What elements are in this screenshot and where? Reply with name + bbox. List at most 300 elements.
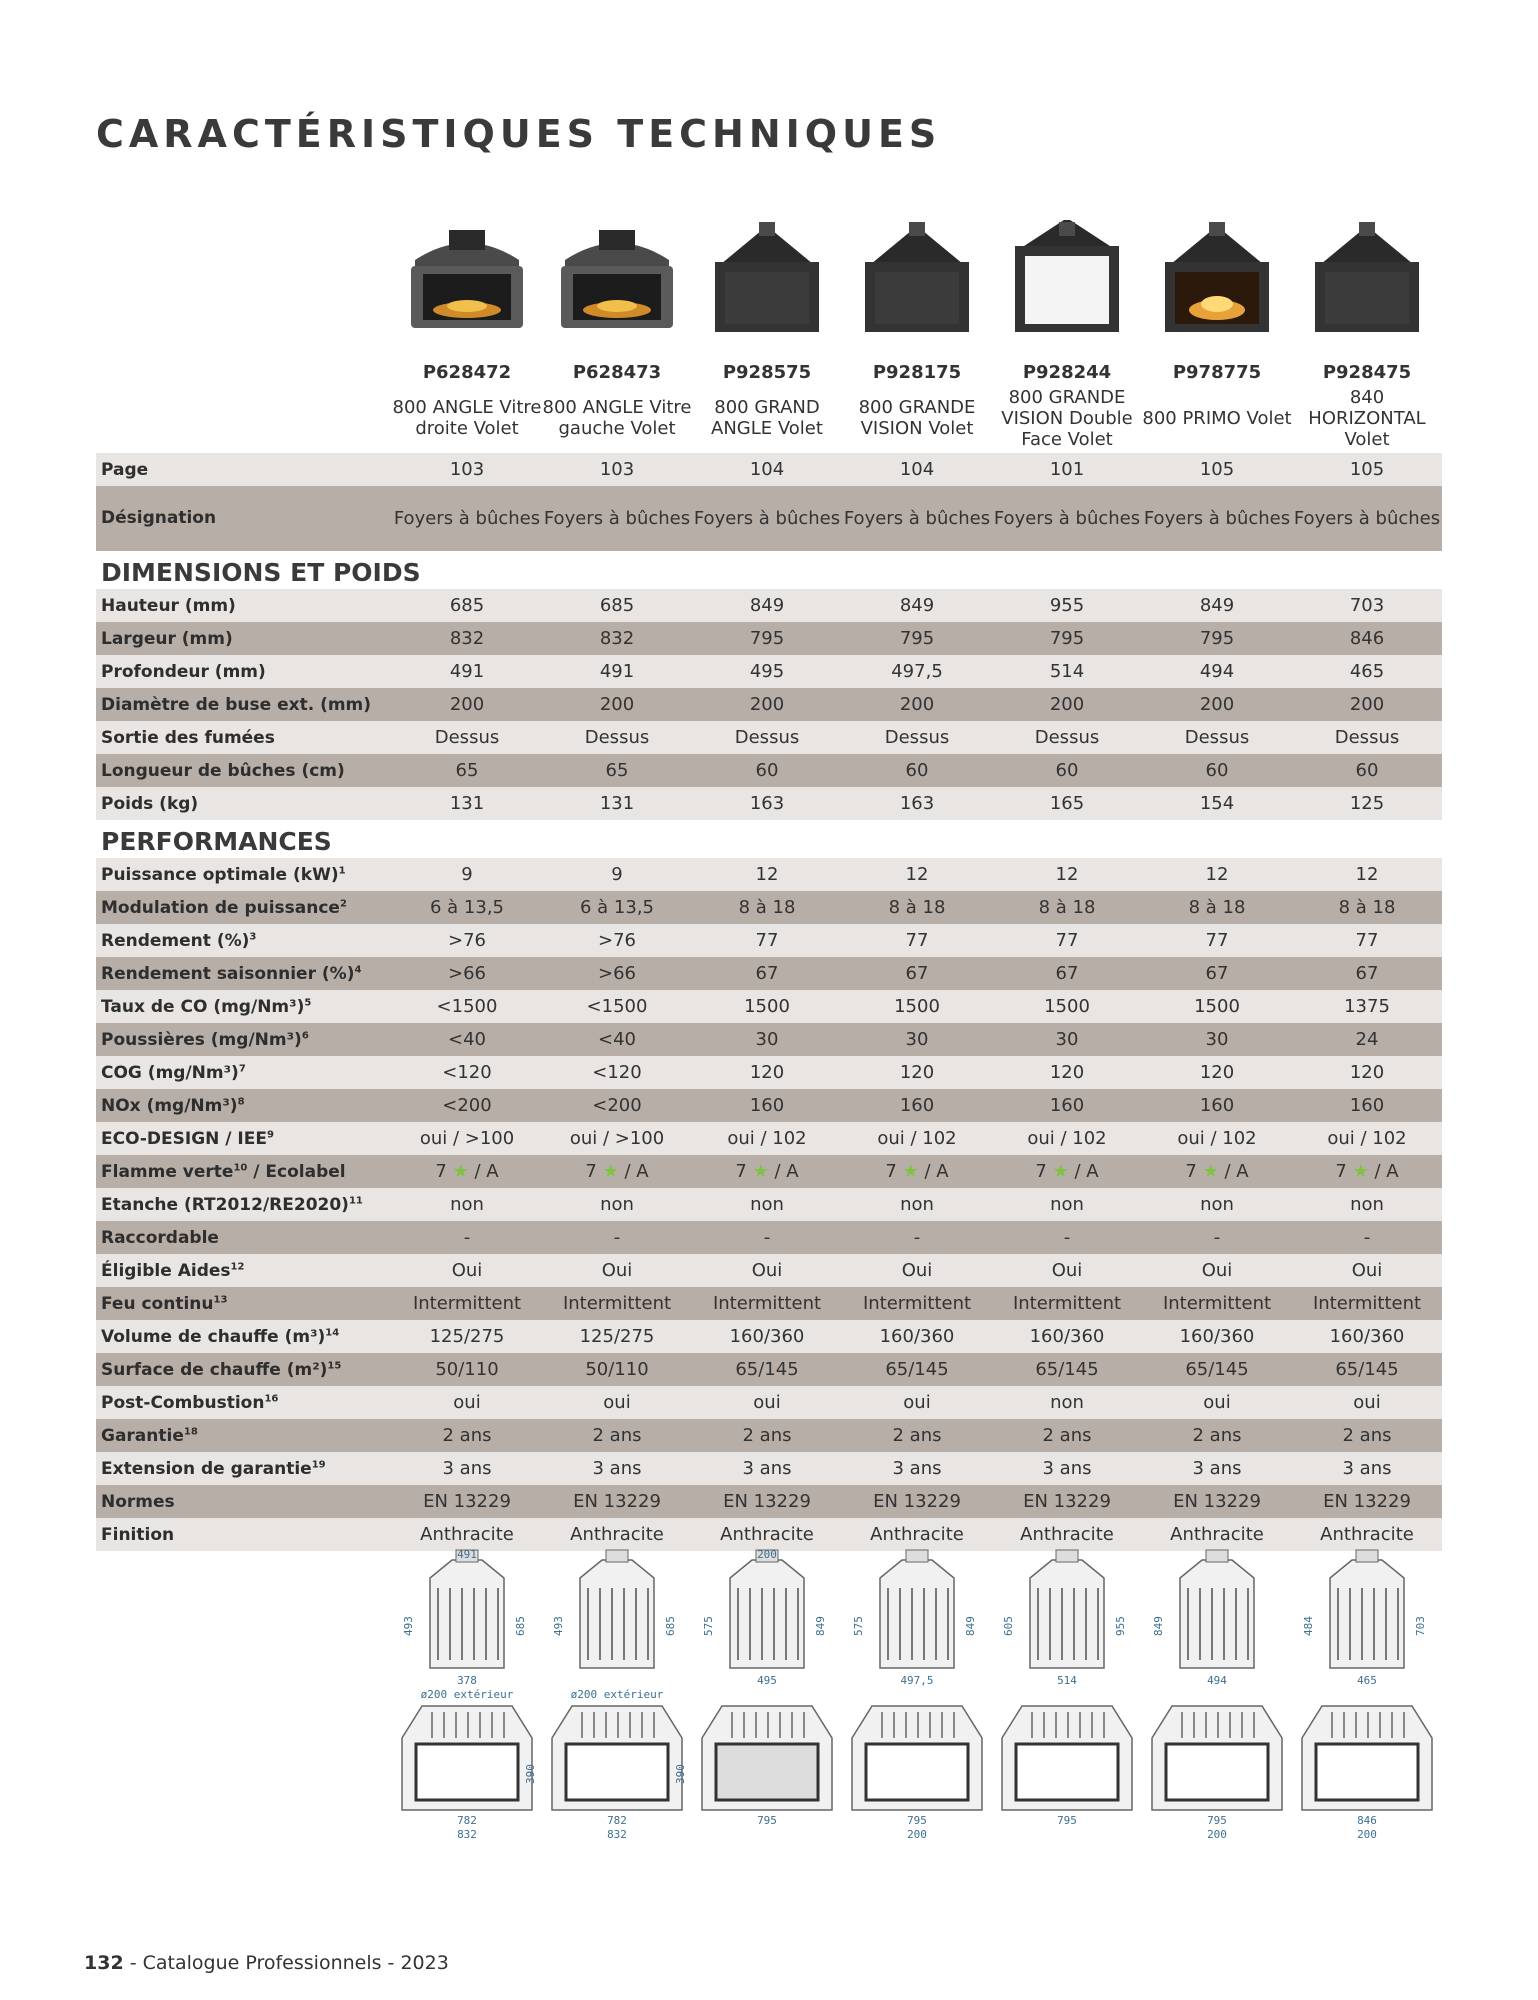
footnote-ref: 1 [338, 864, 346, 876]
spec-label [96, 622, 392, 655]
flamme-verte-star-icon: ★ [1202, 1161, 1219, 1182]
spec-label [96, 1254, 392, 1287]
spec-value: non [992, 1386, 1142, 1419]
spec-label-text: Surface de chauffe (m²) [101, 1359, 328, 1380]
spec-value: 67 [992, 957, 1142, 990]
spec-value: - [992, 1221, 1142, 1254]
diagram-P928175 [842, 1548, 992, 1843]
spec-value: 163 [842, 787, 992, 820]
spec-label [96, 1122, 392, 1155]
spec-label-text: Poussières (mg/Nm³) [101, 1029, 302, 1050]
spec-value: 1375 [1292, 990, 1442, 1023]
spec-value: 60 [1292, 754, 1442, 787]
empty-cell [96, 349, 392, 383]
spec-value: 832 [392, 622, 542, 655]
diagram-width2-label: 200 [1357, 1828, 1377, 1841]
spec-value: Dessus [1292, 721, 1442, 754]
spec-value: 12 [692, 858, 842, 891]
spec-value: 2 ans [542, 1419, 692, 1452]
model-code: P628472 [422, 362, 512, 383]
spec-value: Oui [992, 1254, 1142, 1287]
spec-value: 60 [1142, 754, 1292, 787]
spec-label-text: Raccordable [101, 1227, 219, 1248]
spec-value: <200 [542, 1089, 692, 1122]
spec-label [96, 1452, 392, 1485]
spec-value: oui / 102 [842, 1122, 992, 1155]
spec-value: 9 [392, 858, 542, 891]
spec-value: 60 [842, 754, 992, 787]
diagram-side-label: 575 [852, 1616, 865, 1636]
diagram-depth-label: 497,5 [900, 1674, 934, 1687]
spec-row [96, 1089, 1442, 1122]
spec-label [96, 1023, 392, 1056]
spec-value: 7 ★ / A [542, 1155, 692, 1188]
spec-value: 65/145 [692, 1353, 842, 1386]
section-performances [96, 820, 1442, 858]
spec-value: Foyers à bûches [842, 486, 992, 551]
spec-value: non [392, 1188, 542, 1221]
fireplace-angle-right-image [392, 198, 542, 349]
flamme-verte-star-icon: ★ [752, 1161, 769, 1182]
page-number: 132 [84, 1952, 124, 1974]
spec-value: 160 [992, 1089, 1142, 1122]
flamme-verte-star-icon: ★ [1352, 1161, 1369, 1182]
spec-value: Dessus [692, 721, 842, 754]
spec-value: Intermittent [692, 1287, 842, 1320]
spec-label-text: Désignation [101, 508, 217, 528]
footnote-ref: 5 [304, 996, 312, 1008]
spec-row [96, 754, 1442, 787]
spec-value: 3 ans [692, 1452, 842, 1485]
model-name: 800 GRAND ANGLE Volet [711, 397, 823, 439]
diagram-width2-label: 832 [607, 1828, 627, 1841]
spec-label-text: Garantie [101, 1425, 184, 1446]
spec-value: Anthracite [392, 1518, 542, 1551]
footnote-ref: 19 [311, 1458, 326, 1470]
flamme-verte-star-icon: ★ [1052, 1161, 1069, 1182]
spec-row [96, 1353, 1442, 1386]
spec-value: 12 [1142, 858, 1292, 891]
spec-value: Anthracite [842, 1518, 992, 1551]
spec-value: 165 [992, 787, 1142, 820]
spec-row [96, 858, 1442, 891]
spec-value: oui / 102 [692, 1122, 842, 1155]
diagram-side-label: 575 [702, 1616, 715, 1636]
spec-value: 200 [692, 688, 842, 721]
spec-value: - [542, 1221, 692, 1254]
spec-value: EN 13229 [842, 1485, 992, 1518]
spec-value: oui [692, 1386, 842, 1419]
spec-value: - [392, 1221, 542, 1254]
spec-label [96, 1485, 392, 1518]
spec-row [96, 1518, 1442, 1551]
spec-value: 491 [392, 655, 542, 688]
spec-label [96, 1419, 392, 1452]
spec-value: 795 [992, 622, 1142, 655]
spec-value: 2 ans [392, 1419, 542, 1452]
spec-row [96, 589, 1442, 622]
spec-value: 491 [542, 655, 692, 688]
diagram-top-label: 491 [457, 1548, 477, 1561]
diagram-depth-label: 378 [457, 1674, 477, 1687]
spec-value: 2 ans [1292, 1419, 1442, 1452]
spec-value: 494 [1142, 655, 1292, 688]
model-code: P928175 [872, 362, 962, 383]
diagram-width2-label: 200 [1207, 1828, 1227, 1841]
spec-label-text: Post-Combustion [101, 1392, 265, 1413]
spec-value: oui / >100 [392, 1122, 542, 1155]
spec-row [96, 1221, 1442, 1254]
spec-value: 3 ans [1142, 1452, 1292, 1485]
spec-label-text: Hauteur (mm) [101, 595, 236, 616]
spec-value: 200 [842, 688, 992, 721]
spec-value: Dessus [1142, 721, 1292, 754]
model-name: 800 ANGLE Vitre gauche Volet [542, 397, 692, 439]
spec-value: Dessus [542, 721, 692, 754]
diagram-height-label: 685 [514, 1616, 527, 1636]
spec-value: oui [392, 1386, 542, 1419]
spec-value: oui [1292, 1386, 1442, 1419]
spec-value: 163 [692, 787, 842, 820]
spec-label-text: Poids (kg) [101, 793, 199, 814]
spec-label [96, 891, 392, 924]
spec-value: 30 [692, 1023, 842, 1056]
image-row [96, 198, 1442, 349]
footnote-ref: 2 [339, 897, 347, 909]
fireplace-angle-left-image [542, 198, 692, 349]
spec-value: 120 [992, 1056, 1142, 1089]
spec-value: Oui [1292, 1254, 1442, 1287]
spec-value: 125/275 [542, 1320, 692, 1353]
empty-cell [96, 198, 392, 349]
spec-value: 2 ans [1142, 1419, 1292, 1452]
spec-row [96, 453, 1442, 486]
spec-label-text: Rendement (%) [101, 930, 250, 951]
spec-value: 12 [842, 858, 992, 891]
spec-value: 125/275 [392, 1320, 542, 1353]
spec-value: Intermittent [842, 1287, 992, 1320]
spec-value: 3 ans [542, 1452, 692, 1485]
dimension-diagrams [392, 1548, 1442, 1843]
model-name-row [96, 383, 1442, 453]
spec-value: 12 [992, 858, 1142, 891]
spec-value: 77 [1292, 924, 1442, 957]
footnote-ref: 12 [230, 1260, 245, 1272]
spec-value: 160 [692, 1089, 842, 1122]
spec-value: 200 [392, 688, 542, 721]
spec-value: 685 [542, 589, 692, 622]
footnote-ref: 13 [213, 1293, 228, 1305]
spec-row [96, 486, 1442, 551]
spec-label [96, 1320, 392, 1353]
spec-value: 160/360 [1292, 1320, 1442, 1353]
model-name: 800 PRIMO Volet [1142, 407, 1292, 429]
spec-label [96, 589, 392, 622]
spec-value: EN 13229 [992, 1485, 1142, 1518]
spec-value: Foyers à bûches [542, 486, 692, 551]
spec-value: <1500 [542, 990, 692, 1023]
page-footer [84, 1952, 449, 1974]
spec-value: Intermittent [1292, 1287, 1442, 1320]
spec-value: EN 13229 [542, 1485, 692, 1518]
spec-label [96, 1155, 392, 1188]
spec-value: 6 à 13,5 [542, 891, 692, 924]
spec-value: 8 à 18 [842, 891, 992, 924]
spec-value: >66 [392, 957, 542, 990]
spec-value: 67 [1292, 957, 1442, 990]
diagram-height-label: 703 [1414, 1616, 1427, 1636]
spec-value: 160/360 [992, 1320, 1142, 1353]
footer-separator: - [123, 1952, 143, 1974]
spec-value: 67 [692, 957, 842, 990]
spec-label-text: Largeur (mm) [101, 628, 233, 649]
spec-value: 2 ans [992, 1419, 1142, 1452]
model-code: P978775 [1172, 362, 1262, 383]
diagram-P628473 [542, 1548, 692, 1843]
spec-row [96, 721, 1442, 754]
spec-value: 200 [1142, 688, 1292, 721]
fireplace-primo-image [1142, 198, 1292, 349]
spec-value: - [1142, 1221, 1292, 1254]
spec-value: 7 ★ / A [992, 1155, 1142, 1188]
spec-value: 7 ★ / A [1142, 1155, 1292, 1188]
fireplace-horizontal-image [1292, 198, 1442, 349]
spec-value: 200 [1292, 688, 1442, 721]
spec-value: 77 [692, 924, 842, 957]
spec-row [96, 1254, 1442, 1287]
spec-value: Oui [542, 1254, 692, 1287]
diagram-side3-label: 390 [524, 1764, 537, 1784]
spec-value: 2 ans [692, 1419, 842, 1452]
diagram-P628472 [392, 1548, 542, 1843]
fireplace-grande-vision-image [842, 198, 992, 349]
spec-value: 67 [842, 957, 992, 990]
spec-value: 125 [1292, 787, 1442, 820]
spec-value: 8 à 18 [992, 891, 1142, 924]
spec-value: 955 [992, 589, 1142, 622]
spec-label [96, 754, 392, 787]
spec-value: Oui [692, 1254, 842, 1287]
section-title: PERFORMANCES [96, 820, 1442, 858]
diagram-width-label: 782 [607, 1814, 627, 1827]
spec-value: 24 [1292, 1023, 1442, 1056]
spec-row [96, 787, 1442, 820]
spec-value: oui / >100 [542, 1122, 692, 1155]
spec-value: 160/360 [1142, 1320, 1292, 1353]
spec-value: 160 [1292, 1089, 1442, 1122]
spec-label [96, 655, 392, 688]
spec-value: 30 [992, 1023, 1142, 1056]
flamme-verte-star-icon: ★ [452, 1161, 469, 1182]
diagram-P978775 [1142, 1548, 1292, 1843]
diagram-depth-label: 514 [1057, 1674, 1077, 1687]
spec-label-text: ECO-DESIGN / IEE [101, 1128, 267, 1149]
spec-label-text: Volume de chauffe (m³) [101, 1326, 326, 1347]
spec-label [96, 688, 392, 721]
spec-label [96, 858, 392, 891]
spec-row [96, 924, 1442, 957]
spec-value: Foyers à bûches [1142, 486, 1292, 551]
spec-value: 50/110 [542, 1353, 692, 1386]
spec-value: 154 [1142, 787, 1292, 820]
diagram-side-label: 484 [1302, 1616, 1315, 1636]
spec-value: EN 13229 [1292, 1485, 1442, 1518]
diagram-side-label: 605 [1002, 1616, 1015, 1636]
spec-value: Intermittent [542, 1287, 692, 1320]
spec-value: 67 [1142, 957, 1292, 990]
diagram-width-label: 795 [757, 1814, 777, 1827]
spec-value: 795 [692, 622, 842, 655]
spec-value: Foyers à bûches [692, 486, 842, 551]
spec-value: 120 [842, 1056, 992, 1089]
spec-value: >76 [542, 924, 692, 957]
spec-value: 160 [842, 1089, 992, 1122]
diagram-height-label: 849 [964, 1616, 977, 1636]
spec-value: 8 à 18 [1142, 891, 1292, 924]
spec-value: Oui [1142, 1254, 1292, 1287]
spec-value: non [1292, 1188, 1442, 1221]
spec-label [96, 1386, 392, 1419]
spec-value: 65 [542, 754, 692, 787]
spec-label-suffix: / Ecolabel [247, 1161, 346, 1182]
diagram-depth-label: 465 [1357, 1674, 1377, 1687]
spec-value: 131 [542, 787, 692, 820]
spec-label-text: Sortie des fumées [101, 727, 275, 748]
spec-label [96, 721, 392, 754]
spec-value: 465 [1292, 655, 1442, 688]
diagram-P928575 [692, 1548, 842, 1843]
diagram-P928475 [1292, 1548, 1442, 1843]
model-name: 800 ANGLE Vitre droite Volet [392, 397, 542, 439]
spec-value: Dessus [992, 721, 1142, 754]
spec-label-text: Éligible Aides [101, 1260, 231, 1281]
page-title: CARACTÉRISTIQUES TECHNIQUES [96, 112, 942, 156]
spec-value: 1500 [992, 990, 1142, 1023]
spec-value: 495 [692, 655, 842, 688]
spec-label-text: Feu continu [101, 1293, 214, 1314]
diagram-width-label: 795 [1057, 1814, 1077, 1827]
spec-value: 30 [1142, 1023, 1292, 1056]
spec-value: 65/145 [992, 1353, 1142, 1386]
model-name: 800 GRANDE VISION Double Face Volet [1001, 386, 1133, 450]
spec-label-text: Etanche (RT2012/RE2020) [101, 1194, 349, 1215]
spec-value: 103 [542, 453, 692, 486]
spec-row [96, 655, 1442, 688]
spec-value: 3 ans [992, 1452, 1142, 1485]
spec-value: 104 [842, 453, 992, 486]
spec-value: 30 [842, 1023, 992, 1056]
spec-row [96, 1386, 1442, 1419]
spec-row [96, 1485, 1442, 1518]
model-code: P928575 [722, 362, 812, 383]
footnote-ref: 9 [266, 1128, 274, 1140]
model-name: 840 HORIZONTAL Volet [1308, 386, 1426, 450]
spec-value: 120 [1292, 1056, 1442, 1089]
spec-value: 514 [992, 655, 1142, 688]
diagram-width-label: 782 [457, 1814, 477, 1827]
spec-value: oui [542, 1386, 692, 1419]
model-name: 800 GRANDE VISION Volet [858, 397, 976, 439]
flamme-verte-star-icon: ★ [902, 1161, 919, 1182]
spec-value: 795 [1142, 622, 1292, 655]
spec-label [96, 957, 392, 990]
spec-value: 65 [392, 754, 542, 787]
spec-value: non [842, 1188, 992, 1221]
model-code: P928475 [1322, 362, 1412, 383]
spec-label [96, 1287, 392, 1320]
spec-value: 703 [1292, 589, 1442, 622]
spec-table [96, 198, 1442, 1551]
spec-value: Oui [392, 1254, 542, 1287]
diagram-side-label: 493 [552, 1616, 565, 1636]
diagram-depth-label: 495 [757, 1674, 777, 1687]
diagram-width-label: 846 [1357, 1814, 1377, 1827]
spec-value: 1500 [692, 990, 842, 1023]
spec-label-text: Normes [101, 1491, 175, 1512]
spec-value: Oui [842, 1254, 992, 1287]
spec-value: <40 [392, 1023, 542, 1056]
spec-value: non [1142, 1188, 1292, 1221]
fireplace-double-face-image [992, 198, 1142, 349]
spec-value: 160 [1142, 1089, 1292, 1122]
spec-value: Anthracite [1142, 1518, 1292, 1551]
spec-value: 3 ans [1292, 1452, 1442, 1485]
spec-value: <40 [542, 1023, 692, 1056]
diagram-side-label: 493 [402, 1616, 415, 1636]
spec-value: 9 [542, 858, 692, 891]
spec-value: 77 [842, 924, 992, 957]
spec-value: >76 [392, 924, 542, 957]
spec-row [96, 990, 1442, 1023]
diagram-P928244 [992, 1548, 1142, 1843]
spec-value: 101 [992, 453, 1142, 486]
spec-value: 1500 [1142, 990, 1292, 1023]
diagram-side-label: 849 [1152, 1616, 1165, 1636]
spec-label-text: Page [101, 459, 149, 480]
diagram-width2-label: 832 [457, 1828, 477, 1841]
spec-value: oui / 102 [1292, 1122, 1442, 1155]
spec-label-text: Profondeur (mm) [101, 661, 266, 682]
spec-value: 77 [1142, 924, 1292, 957]
spec-value: 104 [692, 453, 842, 486]
spec-row [96, 622, 1442, 655]
spec-value: Anthracite [1292, 1518, 1442, 1551]
diagram-height-label: 685 [664, 1616, 677, 1636]
spec-value: 105 [1142, 453, 1292, 486]
spec-value: 120 [1142, 1056, 1292, 1089]
spec-label [96, 990, 392, 1023]
spec-row [96, 1188, 1442, 1221]
spec-label [96, 1518, 392, 1551]
spec-label-text: Puissance optimale (kW) [101, 864, 339, 885]
spec-label [96, 1056, 392, 1089]
spec-value: oui / 102 [1142, 1122, 1292, 1155]
diagram-height-label: 849 [814, 1616, 827, 1636]
spec-label-text: Rendement saisonnier (%) [101, 963, 355, 984]
spec-value: oui [842, 1386, 992, 1419]
footnote-ref: 18 [183, 1425, 198, 1437]
spec-value: <1500 [392, 990, 542, 1023]
spec-value: 8 à 18 [1292, 891, 1442, 924]
footnote-ref: 3 [249, 930, 257, 942]
spec-value: 849 [842, 589, 992, 622]
diagram-flue-note: ø200 extérieur [570, 1688, 664, 1701]
spec-label-text: Diamètre de buse ext. (mm) [101, 694, 372, 715]
spec-label-text: Finition [101, 1524, 175, 1545]
spec-value: 12 [1292, 858, 1442, 891]
spec-value: 849 [692, 589, 842, 622]
footer-text: Catalogue Professionnels - 2023 [142, 1952, 449, 1974]
